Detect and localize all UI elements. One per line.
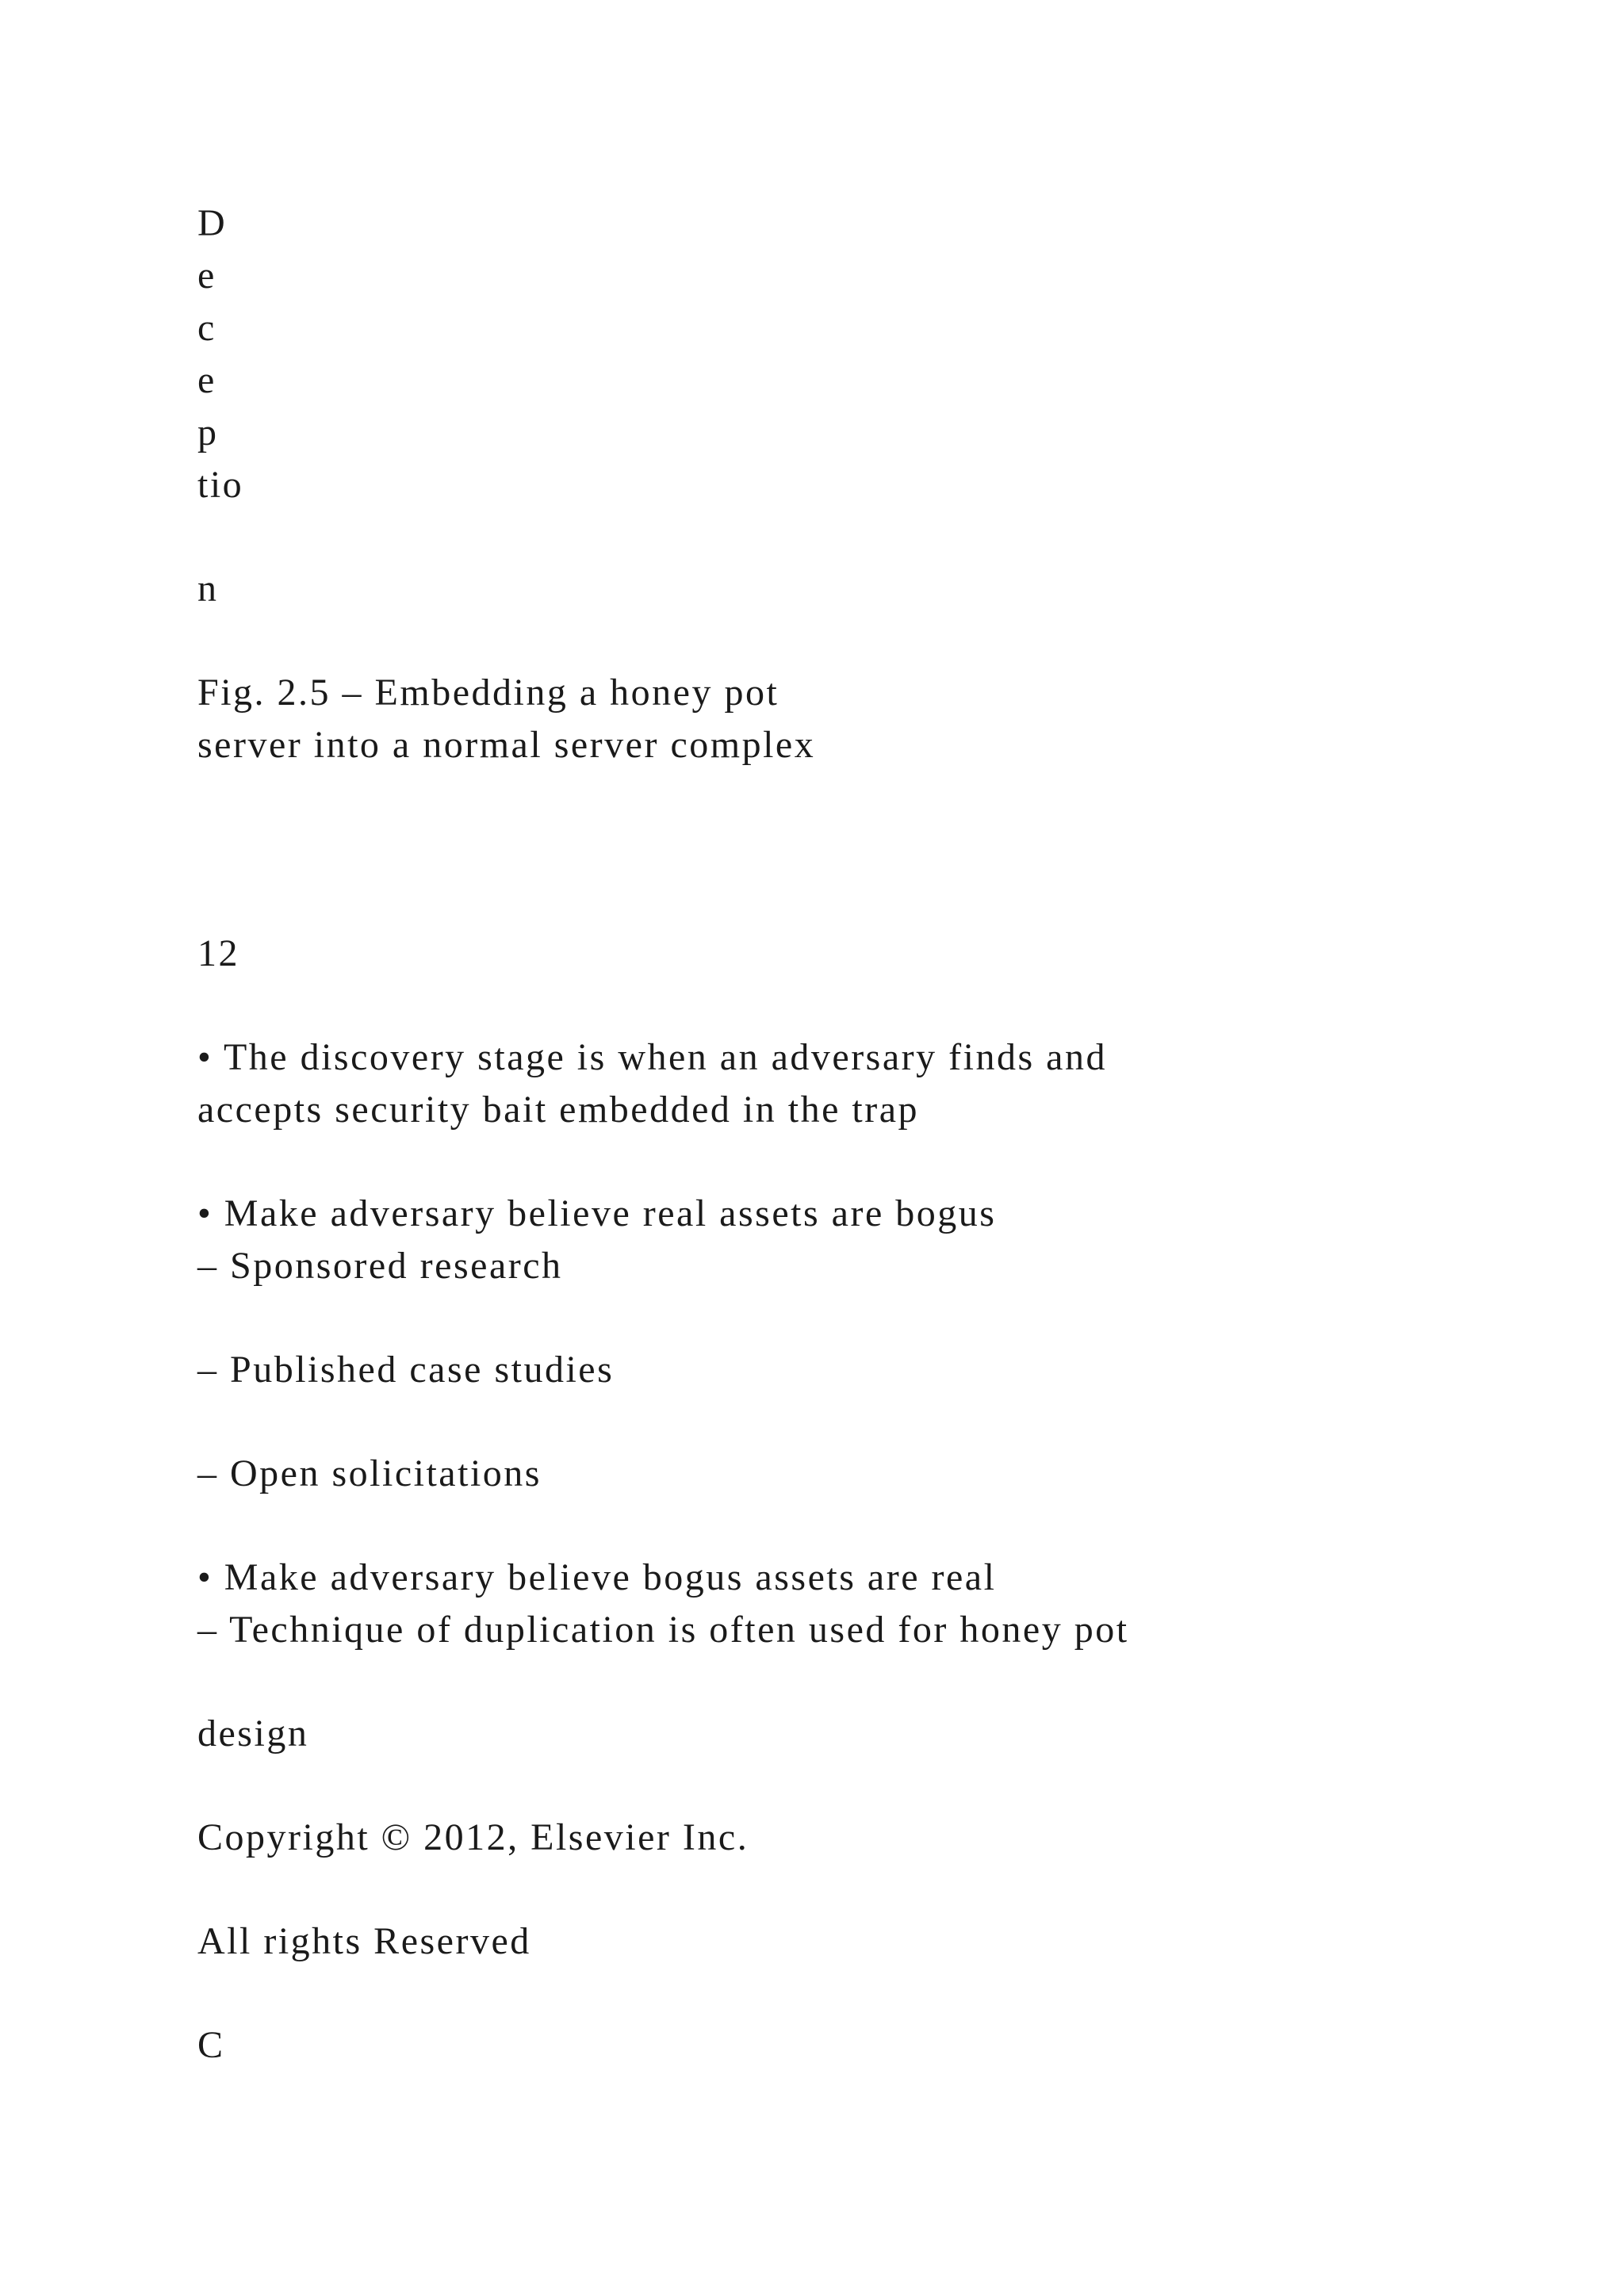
vertical-title-letter: p <box>197 411 219 453</box>
vertical-title-letter: n <box>197 568 219 610</box>
bullet-text: • The discovery stage is when an adversary finds and <box>197 1036 1107 1078</box>
sub-bullet-text: – Open solicitations <box>197 1452 542 1494</box>
vertical-title-letter: tio <box>197 464 244 506</box>
vertical-title-letter: D <box>197 202 228 244</box>
rights-text: All rights Reserved <box>197 1920 531 1962</box>
bullet-text: • Make adversary believe real assets are bogus <box>197 1192 997 1234</box>
bullet-text: • Make adversary believe bogus assets are real <box>197 1556 997 1598</box>
vertical-title-letter: e <box>197 359 216 401</box>
vertical-title-letter: e <box>197 254 216 297</box>
slide-number: 12 <box>197 932 239 974</box>
sub-bullet-text: design <box>197 1712 309 1755</box>
sub-bullet-text: – Sponsored research <box>197 1245 563 1287</box>
sub-bullet-text: – Published case studies <box>197 1349 615 1391</box>
vertical-title-letter: c <box>197 307 216 349</box>
trailing-letter: C <box>197 2024 225 2066</box>
copyright-text: Copyright © 2012, Elsevier Inc. <box>197 1816 749 1858</box>
bullet-text: accepts security bait embedded in the trap <box>197 1089 920 1131</box>
figure-caption-line: Fig. 2.5 – Embedding a honey pot <box>197 672 779 714</box>
sub-bullet-text: – Technique of duplication is often used for honey pot <box>197 1609 1129 1651</box>
figure-caption-line: server into a normal server complex <box>197 724 816 766</box>
